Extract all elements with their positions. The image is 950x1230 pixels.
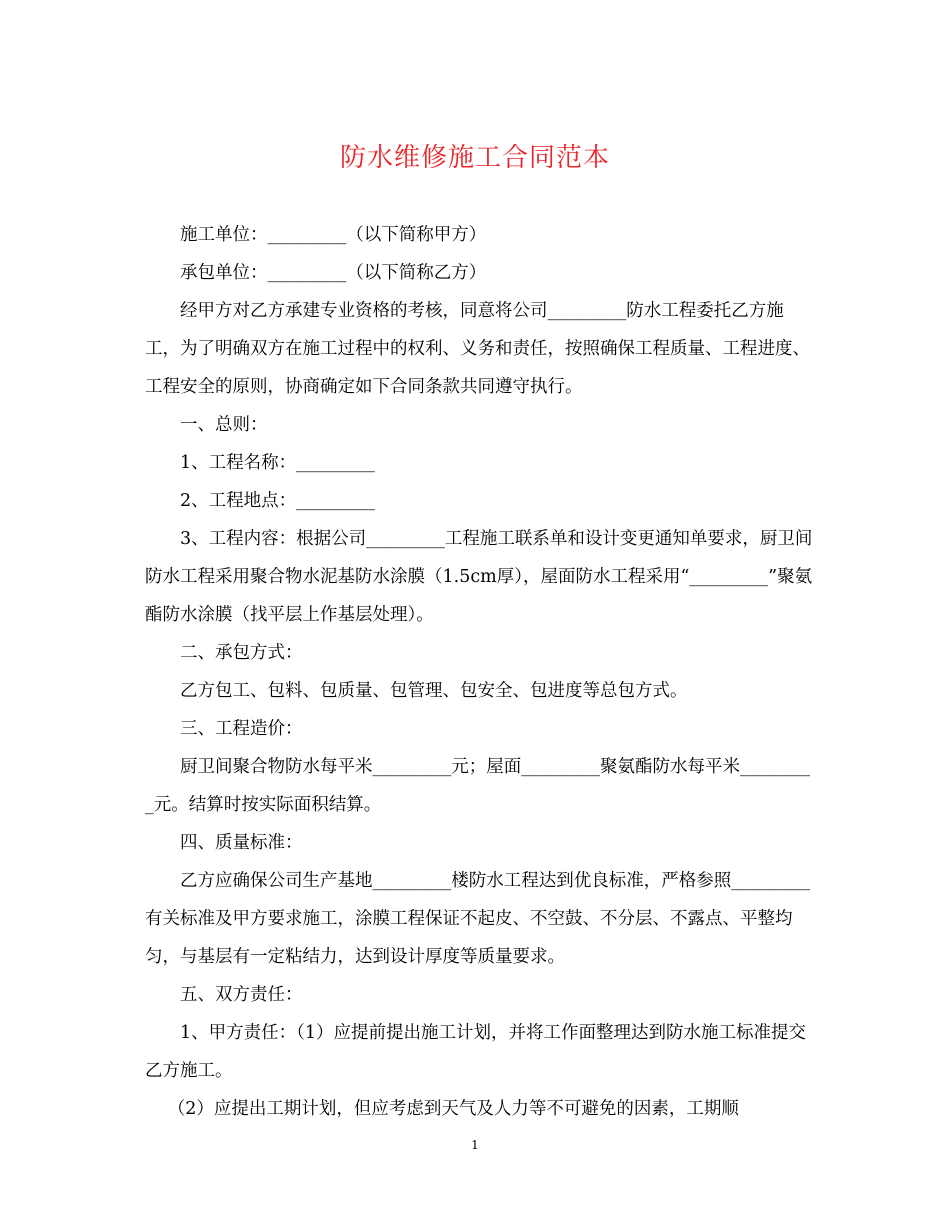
paragraph-contract-method: 乙方包工、包料、包质量、包管理、包安全、包进度等总包方式。 (180, 681, 688, 701)
section-heading-contract-method: 二、承包方式： (180, 643, 303, 663)
paragraph-project-location: 2、工程地点：_________ (180, 491, 375, 511)
section-heading-project-cost: 三、工程造价： (180, 719, 303, 739)
paragraph-project-name: 1、工程名称：_________ (180, 453, 375, 473)
paragraph-party-a-responsibility: 1、甲方责任：（1）应提前提出施工计划，并将工作面整理达到防水施工标准提交乙方施工。 (145, 1023, 807, 1081)
section-heading-quality-standard: 四、质量标准： (180, 833, 303, 853)
paragraph-party-a-item-2: （2）应提出工期计划，但应考虑到天气及人力等不可避免的因素，工期顺 (167, 1099, 739, 1119)
paragraph-quality-standard: 乙方应确保公司生产基地_________楼防水工程达到优良标准，严格参照_________有关标准及甲方要求施工，涂膜工程保证不起皮、不空鼓、不分层、不露点、平整均匀，与基层有一定粘结力，达到设计厚度等质量要求。 (145, 871, 810, 967)
section-heading-responsibilities: 五、双方责任： (180, 985, 303, 1005)
document-title: 防水维修施工合同范本 (339, 143, 610, 173)
paragraph-preamble: 经甲方对乙方承建专业资格的考核，同意将公司_________防水工程委托乙方施工，为了明确双方在施工过程中的权利、义务和责任，按照确保工程质量、工程进度、工程安全的原则，协商确定如下合同条款共同遵守执行。 (145, 301, 810, 397)
section-heading-general: 一、总则： (180, 415, 268, 435)
document-body (145, 216, 815, 1128)
page-number: 1 (471, 1138, 479, 1152)
paragraph-contractor-unit: 承包单位：_________（以下简称乙方） (180, 263, 487, 283)
paragraph-construction-unit: 施工单位：_________（以下简称甲方） (180, 225, 487, 245)
paragraph-project-cost: 厨卫间聚合物防水每平米_________元；屋面_________聚氨酯防水每平米_________元。结算时按实际面积结算。 (145, 757, 810, 815)
paragraph-project-content: 3、工程内容：根据公司_________工程施工联系单和设计变更通知单要求，厨卫间防水工程采用聚合物水泥基防水涂膜（1.5cm厚），屋面防水工程采用“_________”聚氨酯防水涂膜（找平层上作基层处理）。 (145, 529, 813, 625)
